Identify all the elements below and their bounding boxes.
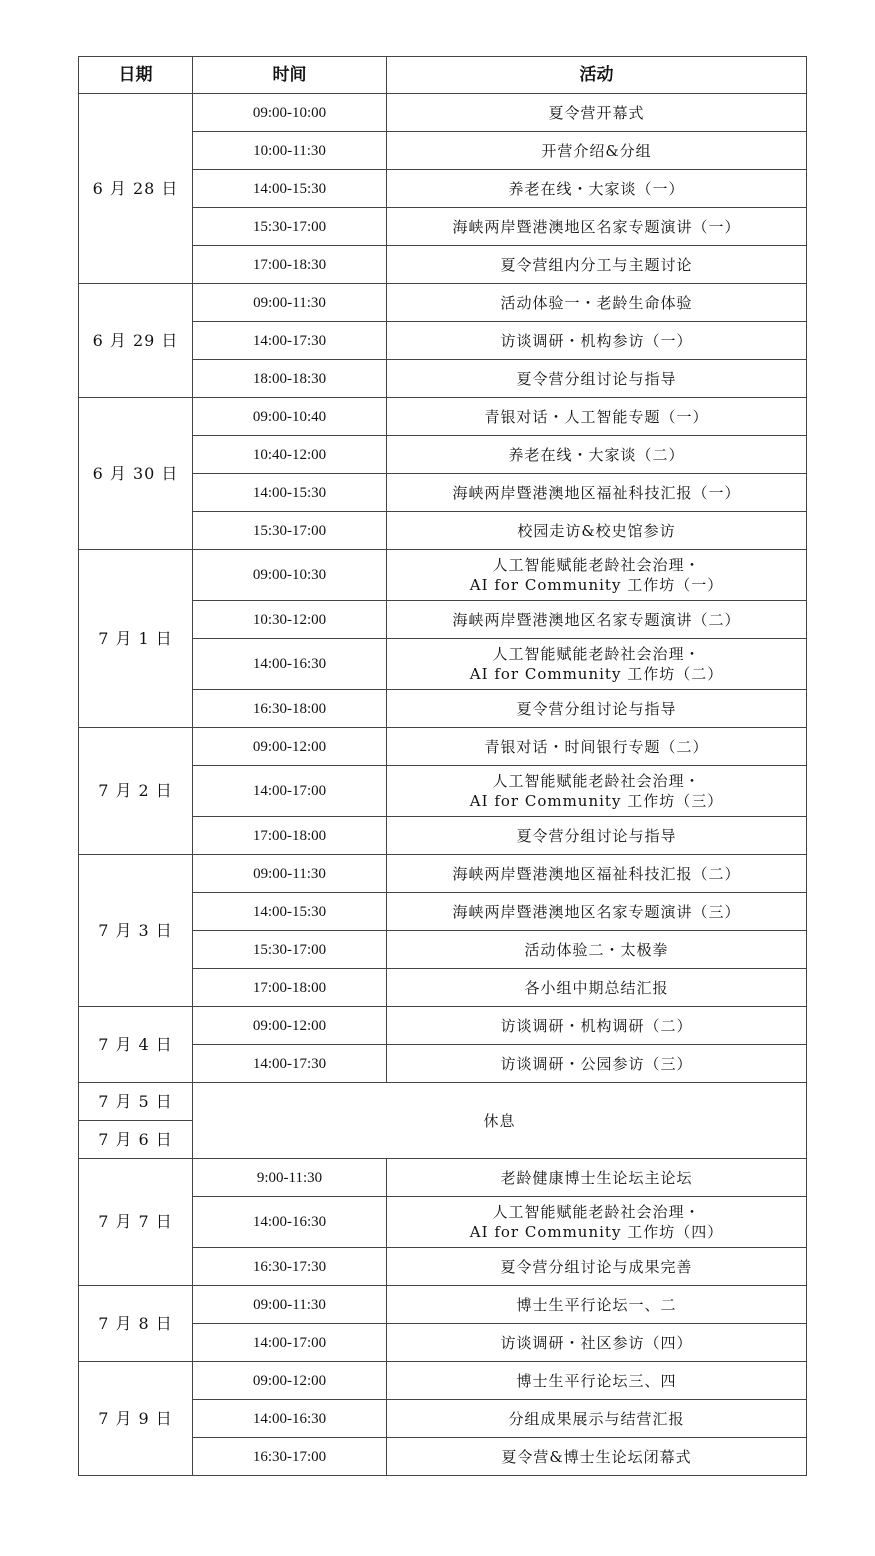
schedule-row: [79, 550, 807, 601]
time-cell: 16:30-17:30: [193, 1248, 387, 1286]
activity-line: 海峡两岸暨港澳地区名家专题演讲（三）: [452, 902, 741, 921]
activity-cell: [387, 132, 807, 170]
activity-cell: [387, 1438, 807, 1476]
activity-cell: [387, 1197, 807, 1248]
activity-line: 访谈调研・社区参访（四）: [500, 1333, 693, 1352]
activity-cell: [387, 1286, 807, 1324]
date-cell: 7 月 3 日: [79, 855, 193, 1007]
time-cell: 14:00-16:30: [193, 1197, 387, 1248]
activity-cell: [387, 1007, 807, 1045]
time-cell: 17:00-18:00: [193, 969, 387, 1007]
activity-line: AI for Community 工作坊（二）: [469, 665, 724, 683]
activity-line: 开营介绍&分组: [541, 141, 652, 160]
activity-line: 访谈调研・公园参访（三）: [500, 1054, 693, 1073]
time-cell: 10:30-12:00: [193, 601, 387, 639]
schedule-row: [79, 1007, 807, 1045]
activity-cell: [387, 398, 807, 436]
rest-row: [79, 1083, 807, 1121]
activity-cell: [387, 690, 807, 728]
header-time: 时间: [193, 57, 387, 94]
time-cell: 09:00-12:00: [193, 728, 387, 766]
time-cell: 18:00-18:30: [193, 360, 387, 398]
schedule-row: [79, 94, 807, 132]
activity-line: AI for Community 工作坊（三）: [469, 792, 724, 810]
time-cell: 14:00-16:30: [193, 1400, 387, 1438]
activity-line: 海峡两岸暨港澳地区名家专题演讲（一）: [452, 217, 741, 236]
activity-cell: [387, 1248, 807, 1286]
activity-cell: [387, 284, 807, 322]
schedule-row: [79, 1159, 807, 1197]
activity-line: 海峡两岸暨港澳地区福祉科技汇报（一）: [452, 483, 741, 502]
activity-line: 人工智能赋能老龄社会治理・: [492, 772, 701, 790]
time-cell: 09:00-12:00: [193, 1362, 387, 1400]
activity-line: 青银对话・人工智能专题（一）: [484, 407, 709, 426]
activity-line: 夏令营开幕式: [548, 103, 645, 122]
date-cell: 7 月 9 日: [79, 1362, 193, 1476]
activity-line: 养老在线・大家谈（二）: [508, 445, 685, 464]
activity-cell: [387, 893, 807, 931]
time-cell: 09:00-11:30: [193, 284, 387, 322]
activity-line: 夏令营&博士生论坛闭幕式: [501, 1447, 692, 1466]
header-row: [79, 57, 807, 94]
activity-line: 校园走访&校史馆参访: [517, 521, 676, 540]
time-cell: 9:00-11:30: [193, 1159, 387, 1197]
date-cell: 7 月 6 日: [79, 1121, 193, 1159]
activity-line: 夏令营分组讨论与指导: [516, 699, 677, 718]
activity-cell: [387, 601, 807, 639]
activity-line: 访谈调研・机构参访（一）: [500, 331, 693, 350]
time-cell: 16:30-18:00: [193, 690, 387, 728]
activity-line: 夏令营分组讨论与指导: [516, 826, 677, 845]
time-cell: 15:30-17:00: [193, 512, 387, 550]
activity-cell: [387, 436, 807, 474]
header-date: 日期: [79, 57, 193, 94]
time-cell: 14:00-17:00: [193, 766, 387, 817]
time-cell: 17:00-18:30: [193, 246, 387, 284]
activity-cell: [387, 474, 807, 512]
date-cell: 6 月 30 日: [79, 398, 193, 550]
activity-cell: [387, 639, 807, 690]
date-cell: 7 月 4 日: [79, 1007, 193, 1083]
time-cell: 14:00-17:00: [193, 1324, 387, 1362]
activity-line: 访谈调研・机构调研（二）: [500, 1016, 693, 1035]
schedule-table: [78, 56, 807, 1476]
activity-line: 分组成果展示与结营汇报: [508, 1409, 685, 1428]
activity-cell: [387, 246, 807, 284]
date-cell: 7 月 2 日: [79, 728, 193, 855]
activity-line: 海峡两岸暨港澳地区福祉科技汇报（二）: [452, 864, 741, 883]
activity-cell: [387, 855, 807, 893]
date-cell: 6 月 29 日: [79, 284, 193, 398]
schedule-row: [79, 855, 807, 893]
time-cell: 14:00-16:30: [193, 639, 387, 690]
activity-cell: [387, 817, 807, 855]
activity-line: 青银对话・时间银行专题（二）: [484, 737, 709, 756]
activity-line: 夏令营分组讨论与指导: [516, 369, 677, 388]
activity-cell: [387, 1159, 807, 1197]
activity-cell: [387, 322, 807, 360]
time-cell: 09:00-10:40: [193, 398, 387, 436]
activity-cell: [387, 766, 807, 817]
activity-line: AI for Community 工作坊（四）: [469, 1223, 724, 1241]
time-cell: 09:00-10:30: [193, 550, 387, 601]
time-cell: 17:00-18:00: [193, 817, 387, 855]
activity-cell: [387, 360, 807, 398]
time-cell: 16:30-17:00: [193, 1438, 387, 1476]
time-cell: 14:00-17:30: [193, 322, 387, 360]
activity-line: 海峡两岸暨港澳地区名家专题演讲（二）: [452, 610, 741, 629]
activity-line: 博士生平行论坛三、四: [516, 1371, 677, 1390]
activity-line: 夏令营分组讨论与成果完善: [500, 1257, 693, 1276]
activity-line: 人工智能赋能老龄社会治理・: [492, 556, 701, 574]
activity-cell: [387, 512, 807, 550]
activity-cell: [387, 1400, 807, 1438]
activity-cell: [387, 1324, 807, 1362]
time-cell: 14:00-15:30: [193, 893, 387, 931]
schedule-row: [79, 1286, 807, 1324]
schedule-row: [79, 284, 807, 322]
date-cell: 7 月 8 日: [79, 1286, 193, 1362]
activity-cell: [387, 728, 807, 766]
activity-cell: [387, 931, 807, 969]
activity-line: 各小组中期总结汇报: [524, 978, 669, 997]
date-cell: 6 月 28 日: [79, 94, 193, 284]
activity-line: 老龄健康博士生论坛主论坛: [500, 1168, 693, 1187]
rest-cell: 休息: [193, 1083, 807, 1159]
activity-line: 人工智能赋能老龄社会治理・: [492, 1203, 701, 1221]
activity-line: AI for Community 工作坊（一）: [469, 576, 724, 594]
activity-cell: [387, 550, 807, 601]
schedule-row: [79, 1362, 807, 1400]
activity-line: 活动体验一・老龄生命体验: [500, 293, 693, 312]
activity-cell: [387, 969, 807, 1007]
schedule-row: [79, 728, 807, 766]
date-cell: 7 月 7 日: [79, 1159, 193, 1286]
activity-line: 活动体验二・太极拳: [524, 940, 669, 959]
activity-cell: [387, 170, 807, 208]
activity-cell: [387, 208, 807, 246]
header-activity: 活动: [387, 57, 807, 94]
time-cell: 15:30-17:00: [193, 208, 387, 246]
time-cell: 15:30-17:00: [193, 931, 387, 969]
time-cell: 14:00-15:30: [193, 170, 387, 208]
date-cell: 7 月 1 日: [79, 550, 193, 728]
activity-line: 人工智能赋能老龄社会治理・: [492, 645, 701, 663]
activity-cell: [387, 94, 807, 132]
time-cell: 09:00-11:30: [193, 855, 387, 893]
time-cell: 09:00-12:00: [193, 1007, 387, 1045]
time-cell: 10:40-12:00: [193, 436, 387, 474]
time-cell: 09:00-11:30: [193, 1286, 387, 1324]
date-cell: 7 月 5 日: [79, 1083, 193, 1121]
activity-line: 博士生平行论坛一、二: [516, 1295, 677, 1314]
activity-cell: [387, 1362, 807, 1400]
time-cell: 09:00-10:00: [193, 94, 387, 132]
activity-line: 夏令营组内分工与主题讨论: [500, 255, 693, 274]
time-cell: 14:00-15:30: [193, 474, 387, 512]
time-cell: 14:00-17:30: [193, 1045, 387, 1083]
time-cell: 10:00-11:30: [193, 132, 387, 170]
schedule-body: [79, 94, 807, 1476]
activity-line: 养老在线・大家谈（一）: [508, 179, 685, 198]
activity-cell: [387, 1045, 807, 1083]
schedule-row: [79, 398, 807, 436]
